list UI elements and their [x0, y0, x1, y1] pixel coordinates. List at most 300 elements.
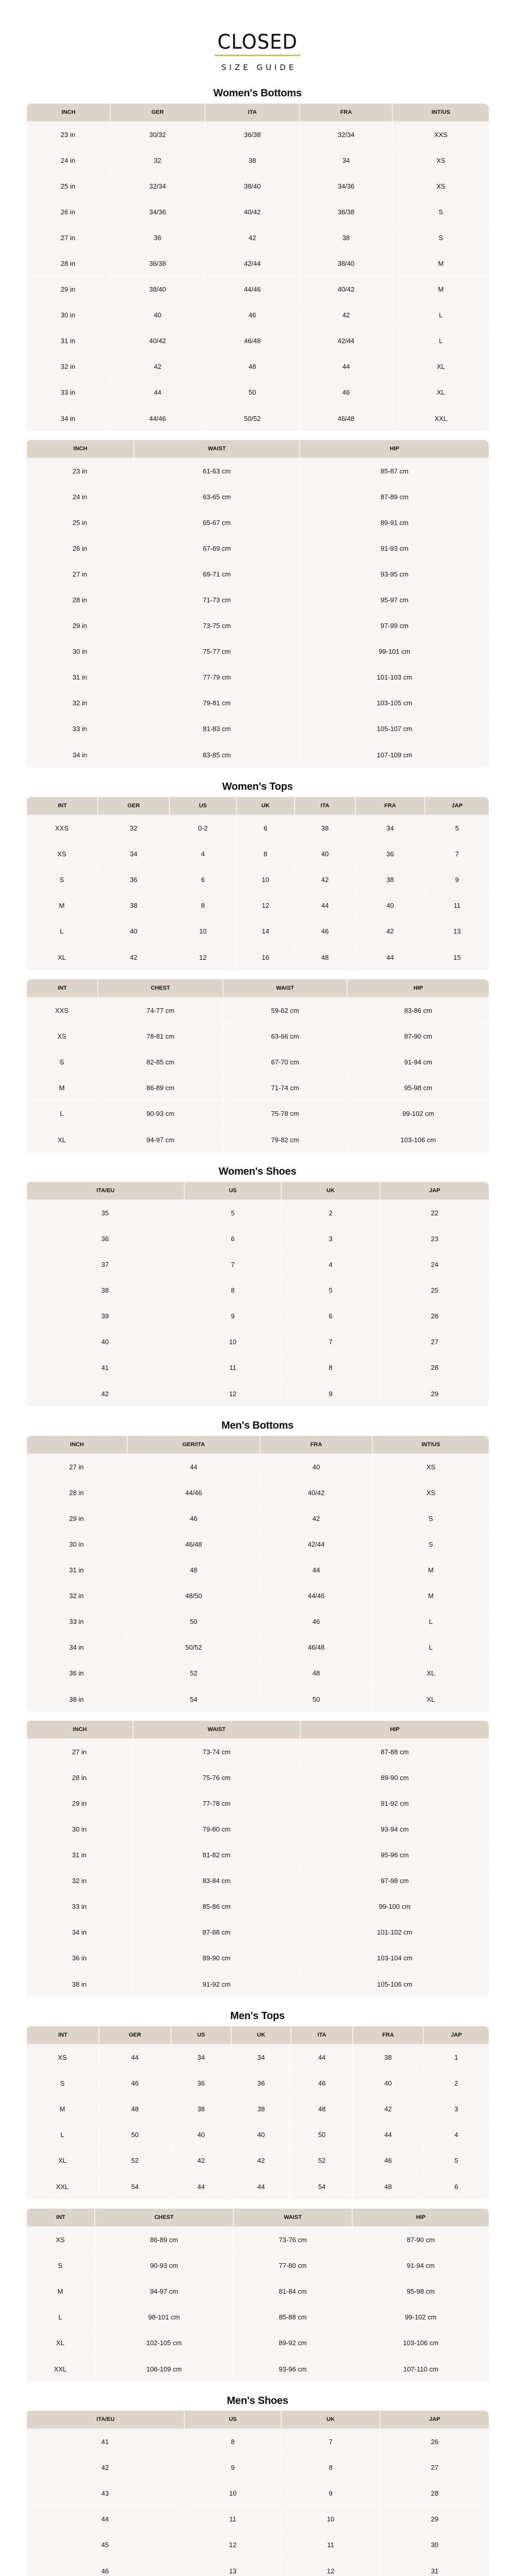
table-cell: 27 in — [60, 233, 76, 242]
table-cell: 39 — [101, 1312, 109, 1320]
table-cell: 42 — [294, 867, 355, 892]
table-cell: 10 — [184, 1329, 281, 1354]
table-row — [26, 816, 489, 841]
table-row — [26, 742, 489, 768]
column-header: WAIST — [222, 979, 347, 997]
table-cell: 3 — [423, 2096, 489, 2121]
table-row — [26, 1583, 489, 1609]
table-cell: 6 — [423, 2174, 489, 2199]
column-header: JAP — [423, 2026, 489, 2044]
table-cell: 2 — [281, 1200, 380, 1225]
table-cell: 32 in — [60, 362, 76, 370]
column-header: INT — [26, 979, 97, 997]
table-cell: 34 in — [69, 1643, 84, 1651]
table-cell: 42 — [260, 1506, 372, 1531]
table-row — [26, 1971, 489, 1997]
table-cell: 99-101 cm — [299, 639, 489, 664]
table-cell: 9 — [424, 867, 489, 892]
table-cell: XXL — [392, 405, 489, 431]
table-cell: 38 — [204, 148, 299, 173]
table-cell: 40 — [101, 1337, 109, 1346]
table-cell: XS — [57, 1032, 66, 1040]
table-cell: L — [372, 1635, 489, 1659]
table-cell: 25 in — [72, 518, 88, 527]
table-cell: 10 — [184, 2481, 281, 2505]
table-cell: 28 in — [69, 1488, 84, 1497]
table-cell: 44 — [355, 944, 424, 970]
column-header: ITA/EU — [26, 2411, 184, 2428]
table-cell: 4 — [169, 841, 236, 866]
table-cell: 32 in — [72, 699, 88, 707]
table-cell: 38 — [170, 2096, 231, 2121]
table-header-row — [26, 2026, 489, 2045]
table-cell: 74-77 cm — [97, 998, 222, 1023]
column-header: JAP — [380, 1182, 489, 1199]
table-cell: 79-80 cm — [132, 1817, 300, 1841]
column-header: HIP — [352, 2209, 489, 2226]
table-cell: 8 — [184, 2429, 281, 2454]
table-cell: 33 in — [72, 724, 88, 733]
table-cell: S — [392, 199, 489, 224]
table-cell: 29 — [380, 2506, 489, 2531]
table-cell: 11 — [281, 2532, 380, 2557]
table-cell: 34 — [97, 841, 169, 866]
table-row — [26, 1686, 489, 1712]
table-header-row — [26, 2411, 489, 2429]
table-header-row — [26, 979, 489, 998]
table-cell: 48/50 — [127, 1583, 260, 1608]
table-cell: 42 — [101, 2463, 109, 2471]
table-cell: 44/46 — [110, 405, 204, 431]
table-cell: 35 — [101, 1209, 109, 1217]
table-cell: 6 — [281, 1303, 380, 1328]
column-header: HIP — [299, 440, 489, 457]
table-row — [26, 199, 489, 225]
size-table-womens-bottoms-measurements — [26, 440, 489, 768]
table-cell: 11 — [184, 2506, 281, 2531]
table-cell: 30 — [380, 2532, 489, 2557]
table-cell: S — [58, 2261, 63, 2269]
table-cell: S — [60, 2079, 65, 2087]
table-cell: S — [59, 875, 64, 884]
table-cell: 91-92 cm — [300, 1791, 489, 1816]
table-cell: 42 — [355, 919, 424, 943]
table-cell: 36 in — [72, 1954, 87, 1962]
table-cell: 90-93 cm — [94, 2253, 233, 2278]
table-cell: 11 — [424, 893, 489, 918]
table-row — [26, 122, 489, 148]
table-cell: 29 in — [60, 285, 76, 293]
table-cell: M — [59, 1083, 65, 1092]
table-cell: 99-100 cm — [300, 1894, 489, 1919]
table-cell: 38 — [294, 816, 355, 840]
table-cell: 41 — [101, 2437, 109, 2446]
table-cell: 30 in — [60, 311, 76, 319]
table-cell: 7 — [184, 1252, 281, 1277]
table-cell: 54 — [127, 1686, 260, 1712]
table-cell: 11 — [184, 1355, 281, 1380]
table-row — [26, 1303, 489, 1329]
table-cell: 42/44 — [204, 251, 299, 276]
table-cell: 46/48 — [260, 1635, 372, 1659]
table-cell: 48 — [127, 1557, 260, 1582]
column-header: UK — [281, 2411, 380, 2428]
column-header: US — [184, 1182, 281, 1199]
table-cell: 29 in — [72, 621, 88, 630]
table-cell: 36/38 — [204, 122, 299, 147]
table-cell: 82-85 cm — [97, 1049, 222, 1074]
table-cell: 34 in — [72, 751, 88, 759]
table-cell: 98-101 cm — [94, 2304, 233, 2329]
page-subtitle: SIZE GUIDE — [221, 63, 297, 72]
column-header: FRA — [352, 2026, 423, 2044]
table-cell: 94-97 cm — [97, 1127, 222, 1153]
column-header: WAIST — [133, 440, 299, 457]
table-cell: S — [59, 1058, 64, 1066]
table-cell: 102-105 cm — [94, 2330, 233, 2355]
table-cell: 42 — [299, 302, 392, 327]
column-header: FRA — [260, 1436, 372, 1453]
table-cell: 95-98 cm — [352, 2279, 489, 2303]
table-cell: 36 — [101, 1234, 109, 1243]
size-table-womens-shoes — [26, 1182, 489, 1406]
table-cell: XL — [392, 380, 489, 404]
table-cell: 46 — [352, 2148, 423, 2173]
table-row — [26, 2356, 489, 2382]
table-cell: 67-69 cm — [133, 536, 299, 561]
table-cell: 36/38 — [299, 199, 392, 224]
table-cell: 36 — [170, 2071, 231, 2095]
table-row — [26, 510, 489, 536]
table-cell: 38 in — [72, 1980, 87, 1988]
column-header: ITA — [294, 797, 355, 815]
table-row — [26, 1945, 489, 1971]
table-cell: 101-102 cm — [300, 1920, 489, 1944]
table-cell: XXS — [55, 824, 68, 832]
table-cell: 8 — [281, 1355, 380, 1380]
table-header-row — [26, 1182, 489, 1200]
column-header: INT — [26, 2209, 94, 2226]
table-cell: 78-81 cm — [97, 1024, 222, 1048]
table-cell: 89-90 cm — [132, 1945, 300, 1970]
table-row — [26, 690, 489, 716]
table-cell: 42 — [352, 2096, 423, 2121]
table-row — [26, 148, 489, 174]
table-cell: 46/48 — [127, 1532, 260, 1556]
table-cell: 33 in — [60, 388, 76, 396]
table-cell: 93-96 cm — [233, 2356, 352, 2382]
table-row — [26, 2506, 489, 2532]
table-cell: 48 — [294, 944, 355, 970]
table-cell: 0-2 — [169, 816, 236, 840]
table-cell: 38 — [101, 1286, 109, 1294]
table-cell: 38 — [231, 2096, 290, 2121]
table-row — [26, 1127, 489, 1153]
table-cell: L — [60, 2130, 64, 2139]
table-cell: 52 — [98, 2148, 170, 2173]
column-header: WAIST — [233, 2209, 352, 2226]
table-cell: 44 — [98, 2045, 170, 2070]
column-header: UK — [236, 797, 294, 815]
table-row — [26, 2071, 489, 2096]
table-cell: 34 — [355, 816, 424, 840]
column-header: ITA — [290, 2026, 352, 2044]
table-cell: 12 — [236, 893, 294, 918]
table-cell: 42 — [170, 2148, 231, 2173]
table-row — [26, 2481, 489, 2506]
table-cell: 38/40 — [110, 277, 204, 301]
table-cell: 73-76 cm — [233, 2227, 352, 2252]
table-cell: 83-85 cm — [133, 742, 299, 768]
table-cell: 26 — [380, 2429, 489, 2454]
table-cell: 28 — [380, 1355, 489, 1380]
table-cell: 30 in — [69, 1540, 84, 1548]
table-cell: 50/52 — [127, 1635, 260, 1659]
table-cell: 46/48 — [204, 328, 299, 353]
table-cell: 95-98 cm — [347, 1075, 489, 1100]
table-row — [26, 716, 489, 742]
table-row — [26, 1894, 489, 1920]
table-cell: 25 — [380, 1278, 489, 1302]
column-header: INT — [26, 797, 97, 815]
table-cell: L — [392, 328, 489, 353]
table-cell: XS — [372, 1454, 489, 1479]
column-header: GER — [97, 797, 169, 815]
table-cell: 42 — [101, 1389, 109, 1398]
table-cell: 103-105 cm — [299, 690, 489, 715]
table-cell: 65-67 cm — [133, 510, 299, 535]
table-cell: XS — [58, 2053, 67, 2061]
table-cell: 87-90 cm — [347, 1024, 489, 1048]
table-cell: 12 — [184, 2532, 281, 2557]
table-cell: 38 — [299, 225, 392, 250]
table-row — [26, 944, 489, 970]
column-header: US — [170, 2026, 231, 2044]
table-cell: 32 — [110, 148, 204, 173]
table-row — [26, 1024, 489, 1049]
size-table-womens-tops-measurements — [26, 979, 489, 1153]
logo-underline — [215, 55, 300, 56]
table-cell: XL — [372, 1686, 489, 1712]
column-header: GER/ITA — [127, 1436, 260, 1453]
table-cell: 8 — [281, 2455, 380, 2480]
table-cell: 36 — [97, 867, 169, 892]
table-cell: 10 — [281, 2506, 380, 2531]
table-row — [26, 380, 489, 405]
table-cell: 6 — [236, 816, 294, 840]
table-cell: 6 — [169, 867, 236, 892]
table-cell: 37 — [101, 1260, 109, 1268]
table-cell: 42 — [110, 354, 204, 379]
column-header: WAIST — [132, 1721, 300, 1738]
table-cell: M — [372, 1557, 489, 1582]
table-cell: 29 — [380, 1381, 489, 1406]
table-row — [26, 2330, 489, 2356]
table-row — [26, 1101, 489, 1127]
table-cell: 36 — [231, 2071, 290, 2095]
table-row — [26, 1765, 489, 1791]
table-cell: XS — [57, 850, 66, 858]
table-cell: 36 — [355, 841, 424, 866]
table-cell: 38 — [352, 2045, 423, 2070]
table-row — [26, 1329, 489, 1355]
table-row — [26, 1791, 489, 1817]
column-header: INCH — [26, 1436, 127, 1453]
table-cell: 5 — [423, 2148, 489, 2173]
table-cell: XL — [58, 2156, 66, 2164]
table-row — [26, 919, 489, 944]
table-cell: 4 — [423, 2122, 489, 2147]
table-cell: 3 — [281, 1226, 380, 1251]
table-cell: 33 in — [72, 1902, 87, 1910]
size-table-womens-tops-conversion — [26, 797, 489, 970]
column-header: INT — [26, 2026, 98, 2044]
table-row — [26, 2304, 489, 2330]
table-cell: M — [59, 2105, 65, 2113]
table-cell: XL — [392, 354, 489, 379]
table-cell: 44 — [127, 1454, 260, 1479]
section-title-womens-bottoms: Women's Bottoms — [213, 88, 302, 99]
table-cell: 44 — [170, 2174, 231, 2199]
table-row — [26, 1609, 489, 1635]
table-cell: XXS — [392, 122, 489, 147]
table-cell: 44 — [110, 380, 204, 404]
table-cell: M — [392, 251, 489, 276]
table-cell: 6 — [184, 1226, 281, 1251]
column-header: GER — [98, 2026, 170, 2044]
table-row — [26, 2279, 489, 2304]
table-cell: 26 in — [60, 208, 76, 216]
table-cell: 10 — [169, 919, 236, 943]
table-cell: 28 — [380, 2481, 489, 2505]
table-row — [26, 1506, 489, 1532]
table-cell: XL — [56, 2338, 64, 2347]
table-row — [26, 2174, 489, 2199]
table-row — [26, 1278, 489, 1303]
table-header-row — [26, 797, 489, 816]
table-cell: 91-94 cm — [352, 2253, 489, 2278]
table-cell: 81-82 cm — [132, 1842, 300, 1867]
table-cell: 36 — [110, 225, 204, 250]
table-cell: L — [372, 1609, 489, 1634]
table-cell: 83-86 cm — [347, 998, 489, 1023]
table-cell: 1 — [423, 2045, 489, 2070]
table-row — [26, 354, 489, 380]
table-cell: 48 — [352, 2174, 423, 2199]
table-cell: 48 — [290, 2096, 352, 2121]
table-cell: M — [57, 2287, 63, 2295]
table-cell: 46 — [294, 919, 355, 943]
table-cell: 52 — [127, 1660, 260, 1685]
column-header: INCH — [26, 1721, 132, 1738]
table-cell: 14 — [236, 919, 294, 943]
table-header-row — [26, 2209, 489, 2227]
table-cell: 59-62 cm — [222, 998, 347, 1023]
table-cell: 24 in — [60, 156, 76, 164]
table-cell: 40/42 — [260, 1480, 372, 1505]
table-cell: 44 — [290, 2045, 352, 2070]
table-row — [26, 1532, 489, 1557]
table-cell: 40/42 — [110, 328, 204, 353]
size-table-mens-shoes — [26, 2411, 489, 2576]
table-row — [26, 1075, 489, 1101]
table-row — [26, 2122, 489, 2148]
table-cell: 31 in — [69, 1566, 84, 1574]
table-row — [26, 2096, 489, 2122]
table-row — [26, 277, 489, 302]
table-cell: 34 in — [60, 414, 76, 422]
table-cell: 54 — [98, 2174, 170, 2199]
table-cell: 5 — [281, 1278, 380, 1302]
table-cell: 75-77 cm — [133, 639, 299, 664]
table-row — [26, 1381, 489, 1406]
table-header-row — [26, 104, 489, 122]
table-cell: 13 — [424, 919, 489, 943]
table-cell: XS — [56, 2235, 65, 2244]
table-cell: 103-106 cm — [352, 2330, 489, 2355]
table-cell: 40 — [231, 2122, 290, 2147]
table-cell: 83-84 cm — [132, 1868, 300, 1893]
table-row — [26, 639, 489, 665]
table-cell: 44 — [352, 2122, 423, 2147]
table-cell: 61-63 cm — [133, 459, 299, 483]
table-cell: 105-106 cm — [300, 1971, 489, 1997]
table-cell: 34 — [170, 2045, 231, 2070]
table-cell: 44 — [101, 2515, 109, 2523]
table-cell: 50 — [98, 2122, 170, 2147]
table-cell: 8 — [184, 1278, 281, 1302]
table-cell: 95-96 cm — [300, 1842, 489, 1867]
table-cell: M — [372, 1583, 489, 1608]
table-cell: 63-66 cm — [222, 1024, 347, 1048]
table-cell: 22 — [380, 1200, 489, 1225]
table-cell: 81-83 cm — [133, 716, 299, 741]
table-cell: 34 in — [72, 1928, 87, 1936]
table-cell: 103-106 cm — [347, 1127, 489, 1153]
table-cell: 71-74 cm — [222, 1075, 347, 1100]
table-cell: 7 — [424, 841, 489, 866]
table-row — [26, 536, 489, 562]
table-cell: 79-82 cm — [222, 1127, 347, 1153]
table-cell: 91-93 cm — [299, 536, 489, 561]
table-cell: 12 — [169, 944, 236, 970]
table-cell: 27 in — [72, 1748, 87, 1756]
table-cell: 38/40 — [204, 174, 299, 198]
table-cell: 43 — [101, 2489, 109, 2497]
table-cell: 69-71 cm — [133, 562, 299, 586]
table-cell: 42 — [97, 944, 169, 970]
table-cell: 107-109 cm — [299, 742, 489, 768]
table-cell: 93-95 cm — [299, 562, 489, 586]
table-cell: 40 — [352, 2071, 423, 2095]
column-header: HIP — [300, 1721, 489, 1738]
table-header-row — [26, 1436, 489, 1454]
table-cell: 77-78 cm — [132, 1791, 300, 1816]
table-cell: 38/40 — [299, 251, 392, 276]
table-cell: 31 in — [60, 336, 76, 345]
table-cell: 23 — [380, 1226, 489, 1251]
table-cell: 41 — [101, 1363, 109, 1371]
table-cell: 26 — [380, 1303, 489, 1328]
table-row — [26, 2455, 489, 2481]
table-cell: 52 — [290, 2148, 352, 2173]
table-cell: 46 — [204, 302, 299, 327]
table-cell: 32 in — [72, 1876, 87, 1885]
table-cell: 45 — [101, 2540, 109, 2549]
table-cell: XS — [372, 1480, 489, 1505]
column-header: INT/US — [392, 104, 489, 121]
table-row — [26, 562, 489, 587]
